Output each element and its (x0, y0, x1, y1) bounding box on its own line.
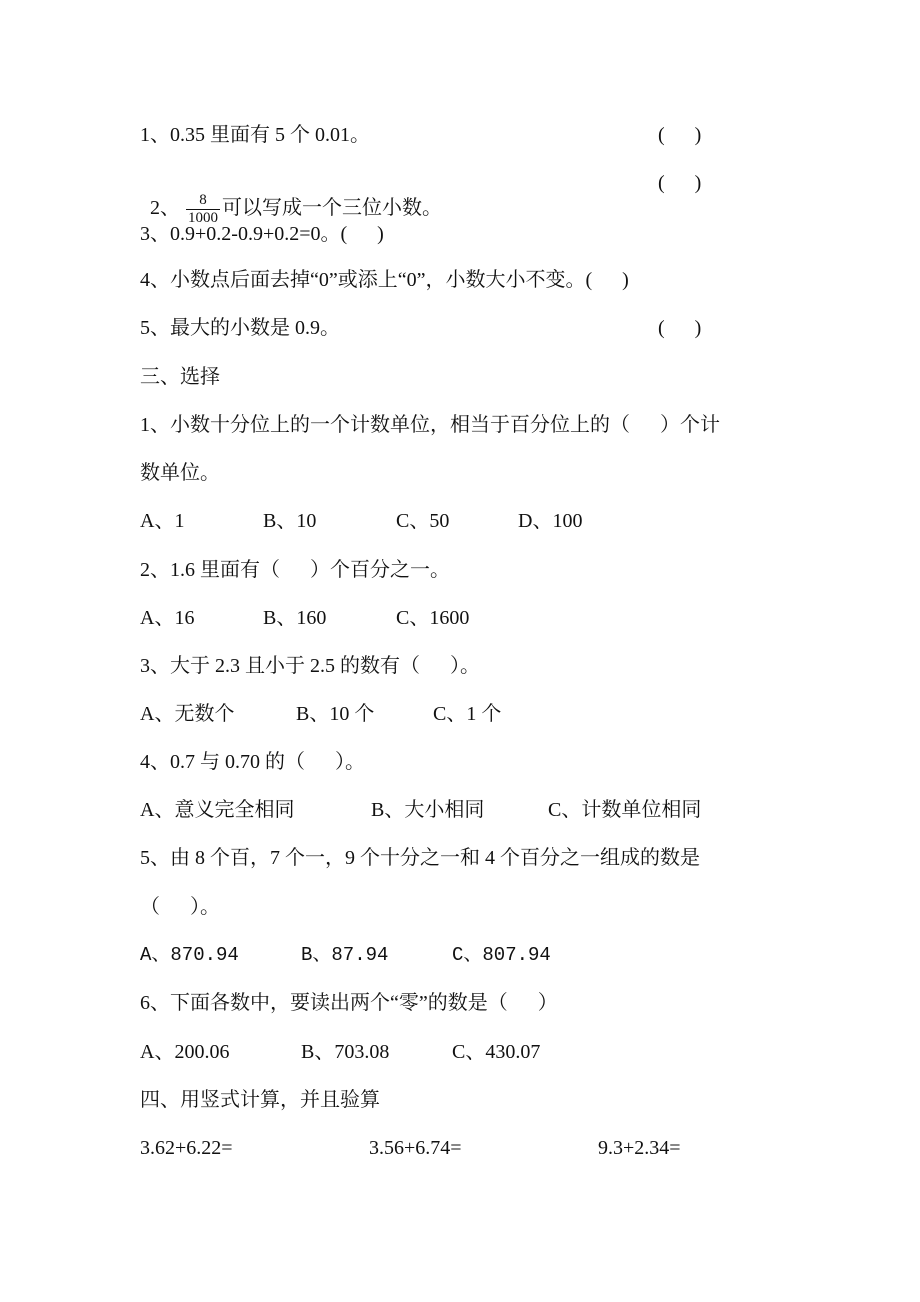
calc-item-2: 3.56+6.74= (369, 1137, 462, 1159)
choice-q5-option-c[interactable]: C、807.94 (452, 944, 551, 966)
fraction-numerator: 8 (186, 192, 220, 210)
judge-item-2-prefix: 2、 (150, 197, 180, 220)
judge-item-5: 5、最大的小数是 0.9。 (140, 317, 340, 339)
answer-paren-1[interactable]: ( ) (658, 124, 702, 146)
choice-q2-option-c[interactable]: C、1600 (396, 607, 470, 629)
choice-q4: 4、0.7 与 0.70 的（ ）。 (140, 751, 365, 773)
choice-q5-line2: （ ）。 (140, 896, 220, 918)
choice-q6-option-a[interactable]: A、200.06 (140, 1041, 230, 1063)
section-heading-choice: 三、选择 (140, 366, 220, 388)
choice-q5-line1: 5、由 8 个百，7 个一，9 个十分之一和 4 个百分之一组成的数是 (140, 847, 700, 869)
answer-paren-5[interactable]: ( ) (658, 317, 702, 339)
choice-q5-option-b[interactable]: B、87.94 (301, 944, 389, 966)
judge-item-3: 3、0.9+0.2-0.9+0.2=0。( ) (140, 223, 384, 245)
choice-q4-option-c[interactable]: C、计数单位相同 (548, 799, 702, 821)
fraction-denominator: 1000 (188, 210, 218, 226)
choice-q4-option-a[interactable]: A、意义完全相同 (140, 799, 295, 821)
choice-q1-option-d[interactable]: D、100 (518, 510, 583, 532)
choice-q1-option-b[interactable]: B、10 (263, 510, 317, 532)
choice-q2-option-a[interactable]: A、16 (140, 607, 195, 629)
choice-q2-option-b[interactable]: B、160 (263, 607, 327, 629)
choice-q6-option-c[interactable]: C、430.07 (452, 1041, 541, 1063)
choice-q4-option-b[interactable]: B、大小相同 (371, 799, 485, 821)
choice-q2: 2、1.6 里面有（ ）个百分之一。 (140, 559, 450, 581)
choice-q6: 6、下面各数中，要读出两个“零”的数是（ ） (140, 992, 558, 1014)
judge-item-2-suffix: 可以写成一个三位小数。 (222, 197, 442, 220)
judge-item-1: 1、0.35 里面有 5 个 0.01。 (140, 124, 370, 146)
choice-q6-option-b[interactable]: B、703.08 (301, 1041, 390, 1063)
choice-q3: 3、大于 2.3 且小于 2.5 的数有（ ）。 (140, 655, 480, 677)
choice-q5-option-a[interactable]: A、870.94 (140, 944, 239, 966)
answer-paren-2[interactable]: ( ) (658, 172, 702, 194)
choice-q1-line1: 1、小数十分位上的一个计数单位，相当于百分位上的（ ）个计 (140, 414, 720, 436)
calc-item-3: 9.3+2.34= (598, 1137, 681, 1159)
choice-q1-option-a[interactable]: A、1 (140, 510, 185, 532)
judge-item-4: 4、小数点后面去掉“0”或添上“0”，小数大小不变。( ) (140, 269, 629, 291)
section-heading-calc: 四、用竖式计算，并且验算 (140, 1089, 380, 1111)
choice-q3-option-b[interactable]: B、10 个 (296, 703, 375, 725)
choice-q3-option-a[interactable]: A、无数个 (140, 703, 235, 725)
choice-q1-line2: 数单位。 (140, 462, 220, 484)
choice-q3-option-c[interactable]: C、1 个 (433, 703, 502, 725)
judge-item-2 (140, 168, 442, 227)
calc-item-1: 3.62+6.22= (140, 1137, 233, 1159)
choice-q1-option-c[interactable]: C、50 (396, 510, 450, 532)
